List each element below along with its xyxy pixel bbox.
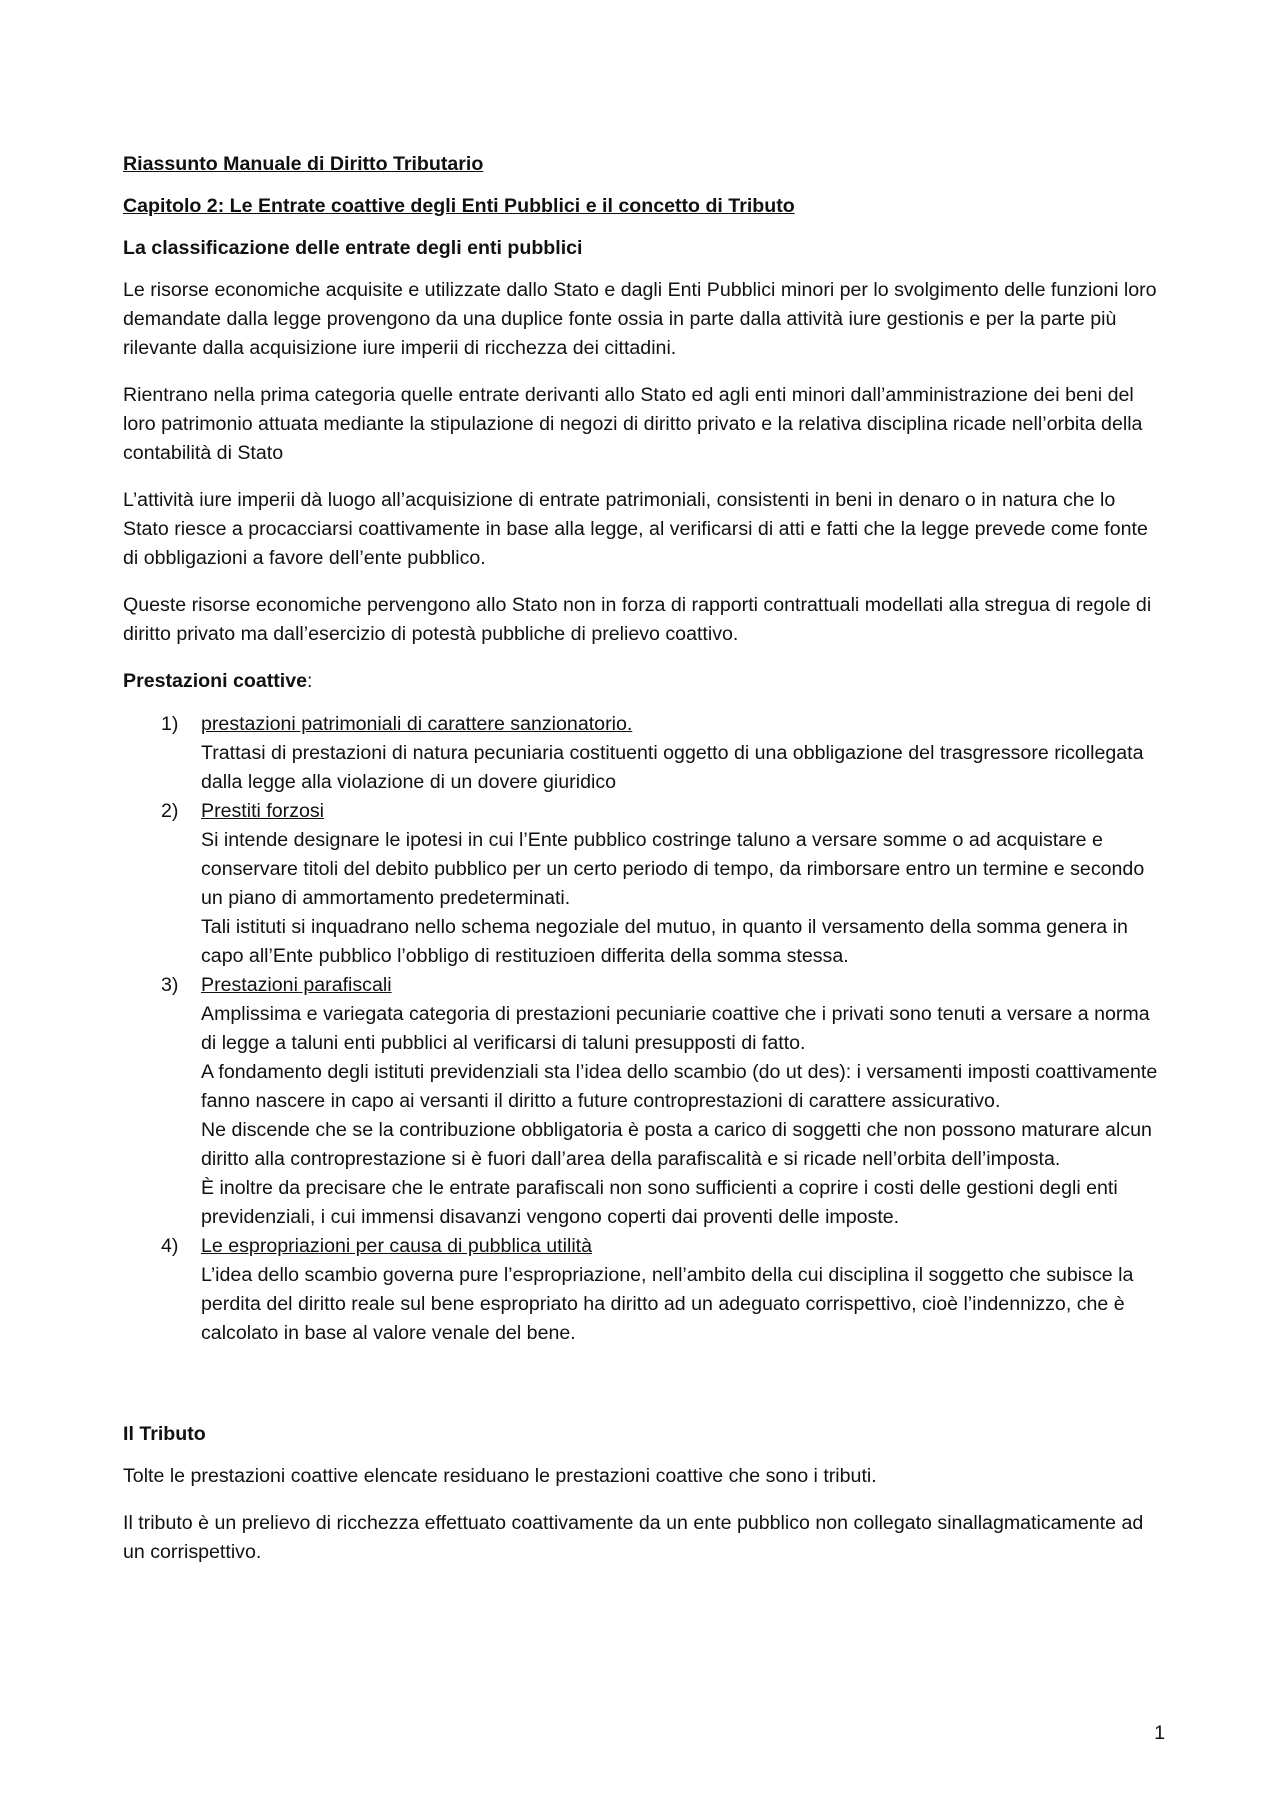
list-item-text: Ne discende che se la contribuzione obbligatoria è posta a carico di soggetti che non possono maturare alcun diritto alla controprestazione si è fuori dall’area della parafiscalità e si ricade nell’orbita dell’imposta. xyxy=(201,1119,1152,1170)
chapter-title: Capitolo 2: Le Entrate coattive degli Enti Pubblici e il concetto di Tributo xyxy=(123,195,795,217)
list-item-title: Le espropriazioni per causa di pubblica utilità xyxy=(201,1235,593,1257)
list-item-text: L’idea dello scambio governa pure l’espropriazione, nell’ambito della cui disciplina il soggetto che subisce la perdita del diritto reale sul bene espropriato ha diritto ad un adeguato corrispettivo, cioè l’indennizzo, che è calcolato in base al valore venale del bene. xyxy=(201,1264,1134,1344)
page-number: 1 xyxy=(1154,1722,1165,1744)
list-heading-text: Prestazioni coattive xyxy=(123,670,308,692)
list-item-text: Amplissima e variegata categoria di prestazioni pecuniarie coattive che i privati sono tenuti a versare a norma di legge a taluni enti pubblici al verificarsi di taluni presupposti di fatto. xyxy=(201,1003,1150,1054)
list-item-title: prestazioni patrimoniali di carattere sanzionatorio. xyxy=(201,713,633,735)
list-item-text: È inoltre da precisare che le entrate parafiscali non sono sufficienti a coprire i costi delle gestioni degli enti previdenziali, i cui immensi disavanzi vengono coperti dai proventi delle imposte. xyxy=(201,1177,1118,1228)
paragraph: Rientrano nella prima categoria quelle entrate derivanti allo Stato ed agli enti minori dall’amministrazione dei beni del loro patrimonio attuata mediante la stipulazione di negozi di diritto privato e la relativa disciplina ricade nell’orbita della contabilità di Stato xyxy=(123,384,1143,464)
paragraph: Il tributo è un prelievo di ricchezza effettuato coattivamente da un ente pubblico non collegato sinallagmaticamente ad un corrispettivo. xyxy=(123,1512,1144,1563)
list-item-number: 1) xyxy=(161,713,179,735)
section-heading-tributo: Il Tributo xyxy=(123,1423,206,1445)
paragraph: Tolte le prestazioni coattive elencate residuano le prestazioni coattive che sono i tributi. xyxy=(123,1465,877,1487)
list-heading-colon: : xyxy=(307,670,313,692)
list-item-title: Prestazioni parafiscali xyxy=(201,974,392,996)
prestazioni-list xyxy=(123,710,1163,1348)
list-item xyxy=(123,1232,1163,1348)
list-item-text: Si intende designare le ipotesi in cui l’Ente pubblico costringe taluno a versare somme o ad acquistare e conservare titoli del debito pubblico per un certo periodo di tempo, da rimborsare entro un termine e secondo un piano di ammortamento predeterminati. xyxy=(201,829,1145,909)
document-page xyxy=(123,150,1163,1585)
list-item xyxy=(123,710,1163,797)
document-title: Riassunto Manuale di Diritto Tributario xyxy=(123,153,484,175)
list-item-number: 2) xyxy=(161,800,179,822)
list-item xyxy=(123,797,1163,971)
list-item-text: A fondamento degli istituti previdenziali sta l’idea dello scambio (do ut des): i versamenti imposti coattivamente fanno nascere in capo ai versanti il diritto a future controprestazioni di carattere assicurativo. xyxy=(201,1061,1158,1112)
list-item-text: Trattasi di prestazioni di natura pecuniaria costituenti oggetto di una obbligazione del trasgressore ricollegata dalla legge alla violazione di un dovere giuridico xyxy=(201,742,1144,793)
section-spacer xyxy=(123,1348,1163,1420)
list-item xyxy=(123,971,1163,1232)
list-item-title: Prestiti forzosi xyxy=(201,800,325,822)
list-item-number: 4) xyxy=(161,1235,179,1257)
list-item-number: 3) xyxy=(161,974,179,996)
paragraph: Le risorse economiche acquisite e utilizzate dallo Stato e dagli Enti Pubblici minori per lo svolgimento delle funzioni loro demandate dalla legge provengono da una duplice fonte ossia in parte dalla attività iure gestionis e per la parte più rilevante dalla acquisizione iure imperii di ricchezza dei cittadini. xyxy=(123,279,1157,359)
paragraph: L’attività iure imperii dà luogo all’acquisizione di entrate patrimoniali, consistenti in beni in denaro o in natura che lo Stato riesce a procacciarsi coattivamente in base alla legge, al verificarsi di atti e fatti che la legge prevede come fonte di obbligazioni a favore dell’ente pubblico. xyxy=(123,489,1148,569)
list-heading xyxy=(123,667,1163,696)
list-item-text: Tali istituti si inquadrano nello schema negoziale del mutuo, in quanto il versamento della somma genera in capo all’Ente pubblico l’obbligo di restituzioen differita della somma stessa. xyxy=(201,916,1128,967)
section-heading-classificazione: La classificazione delle entrate degli enti pubblici xyxy=(123,237,583,259)
paragraph: Queste risorse economiche pervengono allo Stato non in forza di rapporti contrattuali modellati alla stregua di regole di diritto privato ma dall’esercizio di potestà pubbliche di prelievo coattivo. xyxy=(123,594,1152,645)
